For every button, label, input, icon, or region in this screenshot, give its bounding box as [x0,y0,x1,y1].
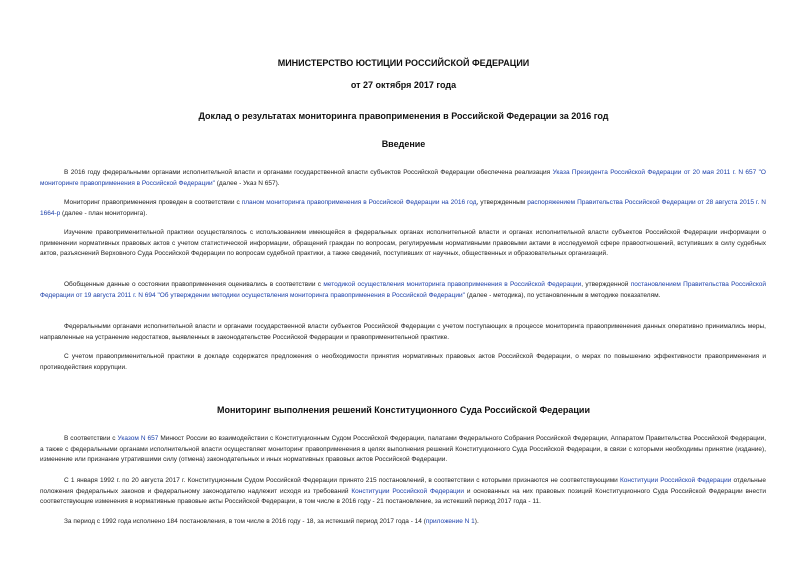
link-methodology[interactable]: методикой осуществления мониторинга правоприменения в Российской Федерации [323,281,582,288]
paragraph-4 [40,280,766,301]
link-monitoring-plan[interactable]: планом мониторинга правоприменения в Российской Федерации на 2016 год [241,199,477,206]
paragraph-3 [40,228,766,260]
text: Федеральными органами исполнительной власти и органами государственной власти субъектов Российской Федерации с учетом поступающих в процессе мониторинга правоприменения данных оперативно принимались меры, направленные на устранение недостатков, выявленных в законодательстве Российской Федерации и правоприменительной практике. [40,323,766,341]
text: С учетом правоприменительной практики в докладе содержатся предложения о необходимости принятия нормативных правовых актов Российской Федерации, о мерах по повышению эффективности правоприменения и противодействия коррупции. [40,353,766,371]
paragraph-6 [40,352,766,373]
link-constitution[interactable]: Конституции Российской Федерации [619,477,732,484]
text: ). [474,518,479,525]
text: Обобщенные данные о состоянии правоприменения оценивались в соответствии с [64,281,324,288]
text: , утвержденной [581,281,631,288]
text: (далее - план мониторинга). [60,209,148,217]
intro-heading: Введение [381,139,426,149]
paragraph-5 [40,322,766,343]
document-date: от 27 октября 2017 года [350,80,457,90]
paragraph-8 [40,476,766,508]
ministry-heading: МИНИСТЕРСТВО ЮСТИЦИИ РОССИЙСКОЙ ФЕДЕРАЦИИ [277,58,530,68]
text: отдельные положения федеральных законов и федеральному законодателю надлежит исходя из требований [40,477,766,495]
text: , утвержденным [476,199,528,206]
section-heading-constitutional-court: Мониторинг выполнения решений Конституционного Суда Российской Федерации [216,405,591,415]
link-resolution-694[interactable]: постановлением Правительства Российской Федерации от 19 августа 2011 г. N 694 "Об утверждении методики осуществления мониторинга правоприменения в Российской Федерации" [40,281,767,299]
paragraph-2 [40,198,766,219]
text: С 1 января 1992 г. по 20 августа 2017 г. Конституционным Судом Российской Федерации принято 215 постановлений, в соответствии с которыми признаются не соответствующими [64,477,620,484]
text: В 2016 году федеральными органами исполнительной власти и органами государственной власти субъектов Российской Федерации обеспечена реализация [64,169,553,176]
paragraph-7 [40,434,766,466]
text: Изучение правоприменительной практики осуществлялось с использованием имеющейся в федеральных органах исполнительной власти и органах исполнительной власти субъектов Российской Федерации информации о применении нормативных правовых актов с учетом статистической информации, обращений граждан по вопросам, регулируемым нормативными правовыми актами в исследуемой сфере правоотношений, вступивших в силу судебных актов, разъяснений Верховного Суда Российской Федерации по вопросам судебной практики, а также сведений, поступивших от научных, общественных и образовательных организаций. [40,229,766,257]
link-constitution-2[interactable]: Конституции Российской Федерации [351,487,465,495]
text: Мониторинг правоприменения проведен в соответствии с [64,199,242,206]
link-decree-657[interactable]: Указа Президента Российской Федерации от 20 мая 2011 г. N 657 "О мониторинге правоприменения в Российской Федерации" [40,169,766,187]
link-government-order[interactable]: распоряжением Правительства Российской Федерации от 28 августа 2015 г. N 1664-р [40,199,766,217]
link-decree-657-short[interactable]: Указом N 657 [117,435,159,442]
link-appendix-1[interactable]: приложение N 1 [425,518,475,525]
paragraph-1 [40,168,766,189]
text: (далее - Указ N 657). [214,179,280,187]
text: Минюст России во взаимодействии с Конституционным Судом Российской Федерации, палатами Федерального Собрания Российской Федерации, Аппаратом Правительства Российской Федерации, а также с федеральными органами исполнительной власти осуществляет мониторинг правоприменения в целях выполнения решений Конституционного Суда Российской Федерации, в связи с которыми необходимы принятие (издание), изменение или признание утратившими силу (отмена) законодательных и иных нормативных правовых актов Российской Федерации. [40,435,767,463]
paragraph-9 [40,517,766,528]
text: В соответствии с [64,435,118,442]
text: За период с 1992 года исполнено 184 постановления, в том числе в 2016 году - 18, за истекший период 2017 года - 14 ( [64,518,426,525]
document-title: Доклад о результатах мониторинга правоприменения в Российской Федерации за 2016 год [198,111,609,121]
text: и основанных на них правовых позиций Конституционного Суда Российской Федерации внести соответствующие изменения в нормативные правовые акты Российской Федерации, в том числе в 2016 году - 21 постановление, за истекший период 2017 года - 11. [40,487,766,505]
text: (далее - методика), по установленным в методике показателям. [464,291,661,299]
